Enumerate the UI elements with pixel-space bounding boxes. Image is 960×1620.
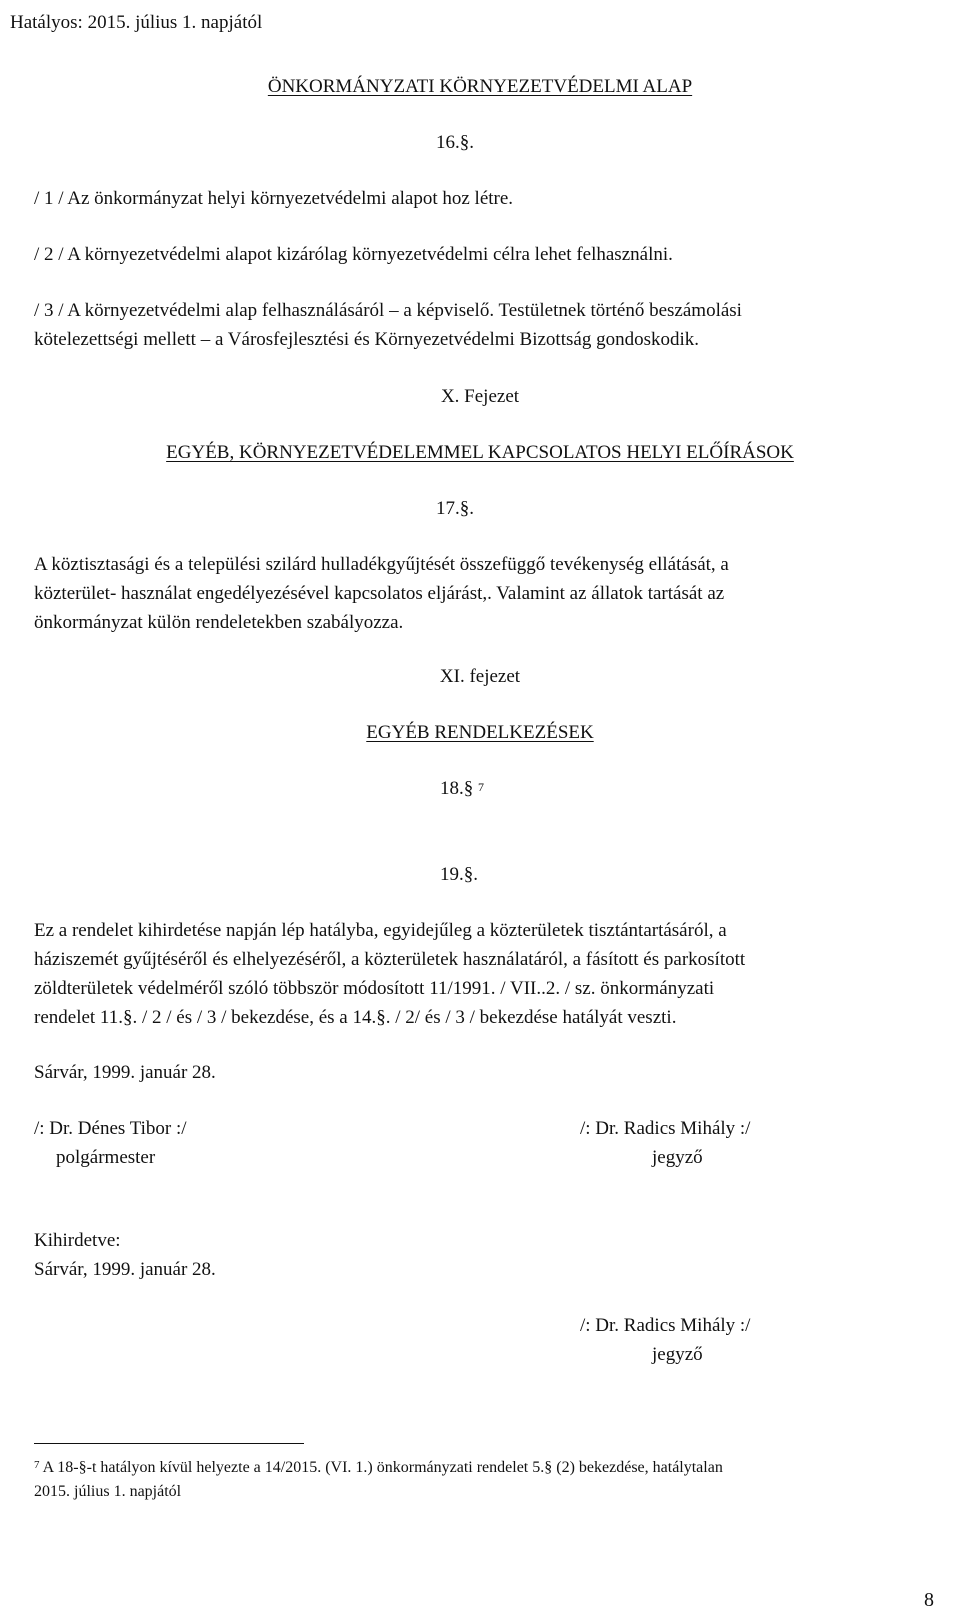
paragraph-line: háziszemét gyűjtéséről és elhelyezéséről, a közterületek használatáról, a fásított és parkosított xyxy=(34,949,746,970)
item-1: / 1 / Az önkormányzat helyi környezetvédelmi alapot hoz létre. xyxy=(34,188,514,209)
chapter-10-label: X. Fejezet xyxy=(440,386,520,407)
place-date: Sárvár, 1999. január 28. xyxy=(34,1062,216,1083)
paragraph-number-16: 16.§. xyxy=(436,132,474,153)
chapter-11-title: EGYÉB RENDELKEZÉSEK xyxy=(366,722,594,743)
clerk-title: jegyző xyxy=(652,1147,703,1168)
item-3 xyxy=(34,296,934,354)
footnote-separator xyxy=(34,1443,304,1444)
paragraph-number-19: 19.§. xyxy=(440,864,478,885)
promulgation-clerk-name: /: Dr. Radics Mihály :/ xyxy=(580,1315,751,1336)
item-3-line: kötelezettségi mellett – a Városfejlesztési és Környezetvédelmi Bizottság gondoskodik. xyxy=(34,329,699,350)
chapter-11-label: XI. fejezet xyxy=(439,666,521,687)
footnote-text: A 18-§-t hatályon kívül helyezte a 14/2015. (VI. 1.) önkormányzati rendelet 5.§ (2) bekezdése, hatálytalan xyxy=(39,1459,723,1476)
footnote-number: 7 xyxy=(34,1459,40,1471)
mayor-title: polgármester xyxy=(56,1147,156,1168)
chapter-10-title: EGYÉB, KÖRNYEZETVÉDELEMMEL KAPCSOLATOS HELYI ELŐÍRÁSOK xyxy=(166,442,794,463)
paragraph-line: rendelet 11.§. / 2 / és / 3 / bekezdése, és a 14.§. / 2/ és / 3 / bekezdése hatályát veszti. xyxy=(34,1007,677,1028)
footnote-line-2: 2015. július 1. napjától xyxy=(34,1483,182,1500)
section1-item-2-wrap xyxy=(34,240,934,269)
section1-items xyxy=(34,184,934,213)
footnote-line-1 xyxy=(34,1456,723,1480)
section-title-environment-fund: ÖNKORMÁNYZATI KÖRNYEZETVÉDELMI ALAP xyxy=(267,76,693,97)
chapter-11-paragraph xyxy=(34,916,934,1032)
mayor-name: /: Dr. Dénes Tibor :/ xyxy=(34,1118,187,1139)
paragraph-line: közterület- használat engedélyezésével kapcsolatos eljárást,. Valamint az állatok tartását az xyxy=(34,583,725,604)
promulgation-label: Kihirdetve: xyxy=(34,1230,121,1251)
promulgation-date: Sárvár, 1999. január 28. xyxy=(34,1259,216,1280)
clerk-name: /: Dr. Radics Mihály :/ xyxy=(580,1118,751,1139)
page-number: 8 xyxy=(924,1589,934,1611)
paragraph-line: önkormányzat külön rendeletekben szabályozza. xyxy=(34,612,404,633)
promulgation-clerk-title: jegyző xyxy=(652,1344,703,1365)
paragraph-line: Ez a rendelet kihirdetése napján lép hatályba, egyidejűleg a közterületek tisztántartásáról, a xyxy=(34,920,727,941)
paragraph-line: A köztisztasági és a települési szilárd hulladékgyűjtését összefüggő tevékenység ellátását, a xyxy=(34,554,729,575)
footnote-reference[interactable]: 7 xyxy=(478,780,484,794)
footnote xyxy=(34,1456,723,1504)
effective-date-header: Hatályos: 2015. július 1. napjától xyxy=(10,12,263,33)
chapter-10-paragraph xyxy=(34,550,934,637)
paragraph-line: zöldterületek védelméről szóló többször módosított 11/1991. / VII..2. / sz. önkormányzati xyxy=(34,978,715,999)
paragraph-number-17: 17.§. xyxy=(436,498,474,519)
paragraph-18-text: 18.§ xyxy=(440,778,474,799)
item-3-line: / 3 / A környezetvédelmi alap felhasználásáról – a képviselő. Testületnek történő beszámolási xyxy=(34,300,742,321)
item-2: / 2 / A környezetvédelmi alapot kizárólag környezetvédelmi célra lehet felhasználni. xyxy=(34,244,673,265)
paragraph-number-18 xyxy=(440,774,484,803)
